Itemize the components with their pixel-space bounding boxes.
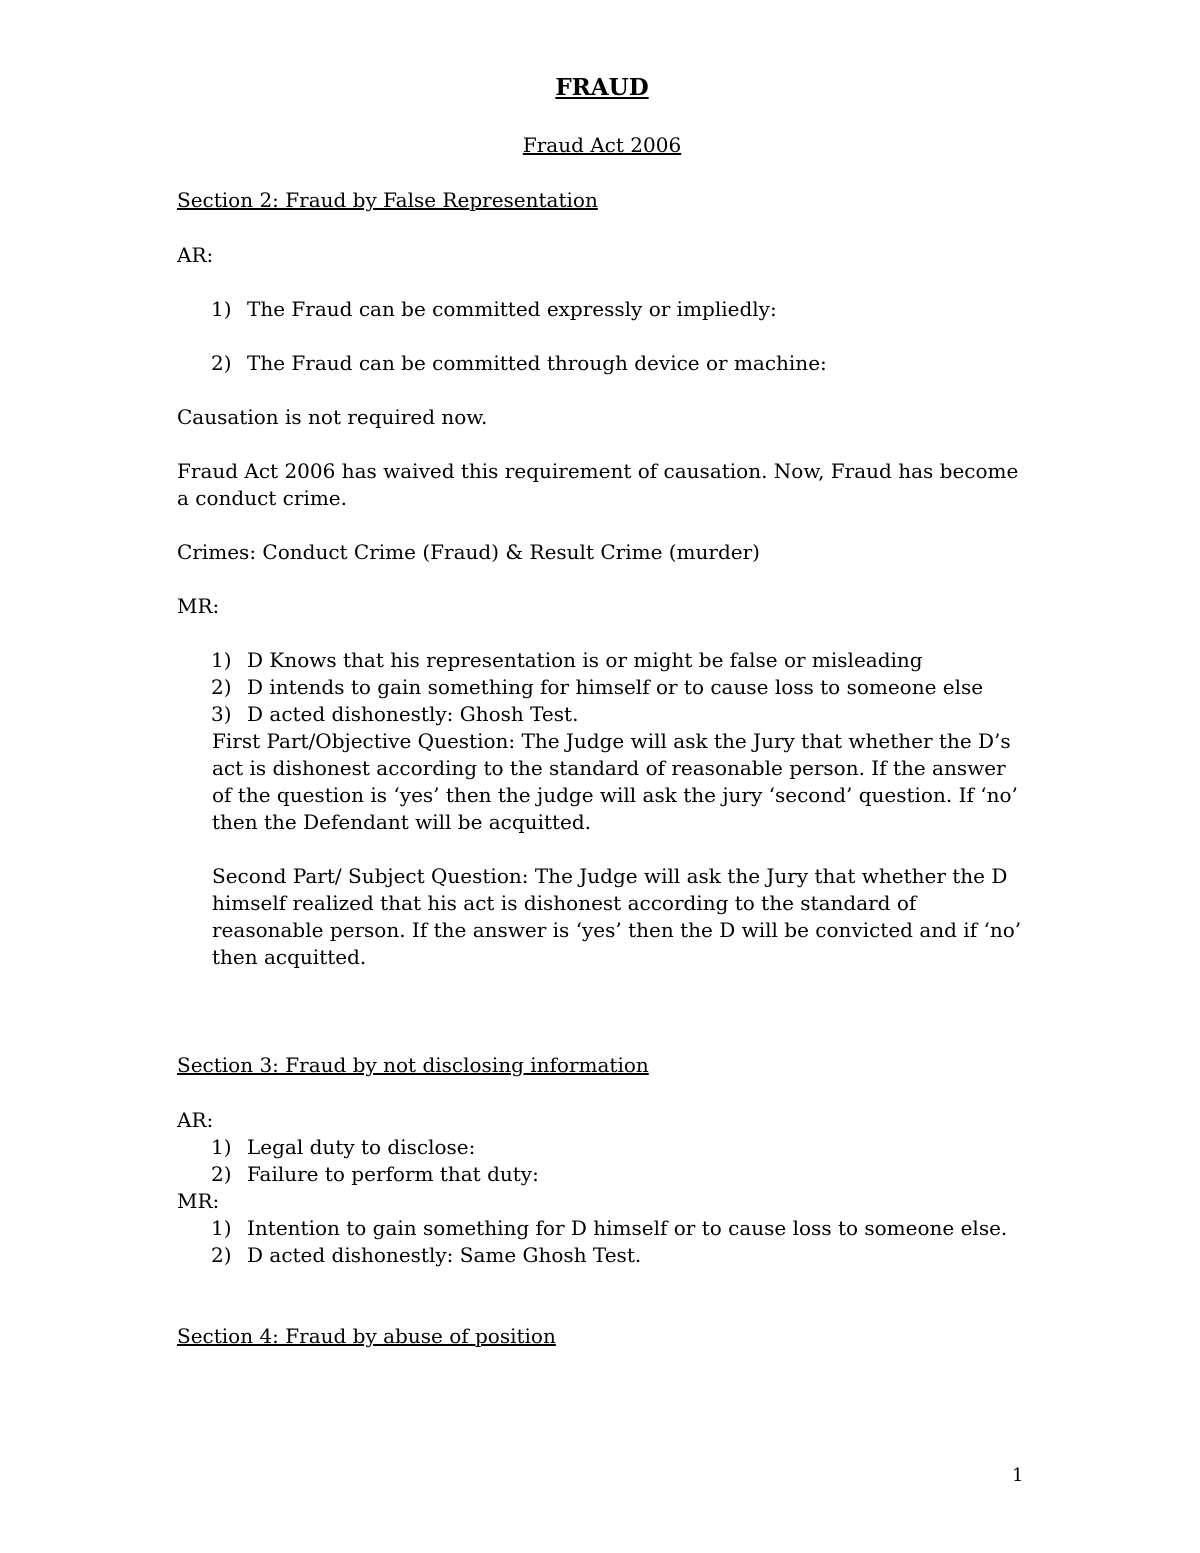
list-item [177,1161,1027,1188]
list-item-text: D Knows that his representation is or might be false or misleading [247,648,923,672]
list-item [177,1215,1027,1242]
spacer [177,998,1027,1052]
list-item-text: Legal duty to disclose: [247,1135,476,1159]
section-3-ar-label: AR: [177,1108,214,1132]
section-2-heading: Section 2: Fraud by False Representation [177,188,598,212]
section-2-mr-list [177,647,1027,728]
spacer [177,1269,1027,1323]
list-item-number: 1) [211,297,232,321]
list-item-text: D acted dishonestly: Same Ghosh Test. [247,1243,642,1267]
first-part-text: First Part/Objective Question: The Judge will ask the Jury that whether the D’s act is dishonest according to the standard of reasonable person. If the answer of the question is ‘yes’ then the judge will ask the jury ‘second’ question. If ‘no’ then the Defendant will be acquitted. [212,729,1018,834]
list-item-number: 2) [211,1243,232,1267]
crimes-text: Crimes: Conduct Crime (Fraud) & Result Crime (murder) [177,540,760,564]
waived-text: Fraud Act 2006 has waived this requirement of causation. Now, Fraud has become a conduct crime. [177,459,1019,510]
list-item-text: Intention to gain something for D himself or to cause loss to someone else. [247,1216,1008,1240]
section-3-ar-list [177,1134,1027,1188]
spacer [177,377,1027,404]
list-item-number: 2) [211,351,232,375]
section-4-heading: Section 4: Fraud by abuse of position [177,1324,556,1348]
list-item-text: The Fraud can be committed through device or machine: [247,351,827,375]
list-item [177,296,1027,323]
list-item-text: D intends to gain something for himself or to cause loss to someone else [247,675,984,699]
list-item-text: D acted dishonestly: Ghosh Test. [247,702,579,726]
list-item [177,647,1027,674]
second-part-text: Second Part/ Subject Question: The Judge will ask the Jury that whether the D himself realized that his act is dishonest according to the standard of reasonable person. If the answer is ‘yes’ then the D will be convicted and if ‘no’ then acquitted. [212,864,1022,969]
section-2-mr-label: MR: [177,594,220,618]
list-item [177,350,1027,377]
causation-text: Causation is not required now. [177,405,488,429]
list-item-number: 3) [211,702,232,726]
list-item-number: 2) [211,1162,232,1186]
list-item-number: 1) [211,1135,232,1159]
section-2-ar-label: AR: [177,243,214,267]
list-item [177,1242,1027,1269]
list-item-number: 1) [211,648,232,672]
section-3-mr-label: MR: [177,1189,220,1213]
document-subtitle: Fraud Act 2006 [522,133,682,157]
list-item [177,674,1027,701]
section-3-mr-list [177,1215,1027,1269]
list-item-text: The Fraud can be committed expressly or impliedly: [247,297,777,321]
page-number: 1 [1012,1465,1024,1486]
list-item [177,701,1027,728]
section-3-heading: Section 3: Fraud by not disclosing information [177,1053,649,1077]
list-item-number: 1) [211,1216,232,1240]
list-item [177,1134,1027,1161]
list-item-text: Failure to perform that duty: [247,1162,539,1186]
list-item-number: 2) [211,675,232,699]
document-title: FRAUD [555,74,649,101]
document-page [177,74,1027,1378]
section-2-ar-list [177,296,1027,377]
